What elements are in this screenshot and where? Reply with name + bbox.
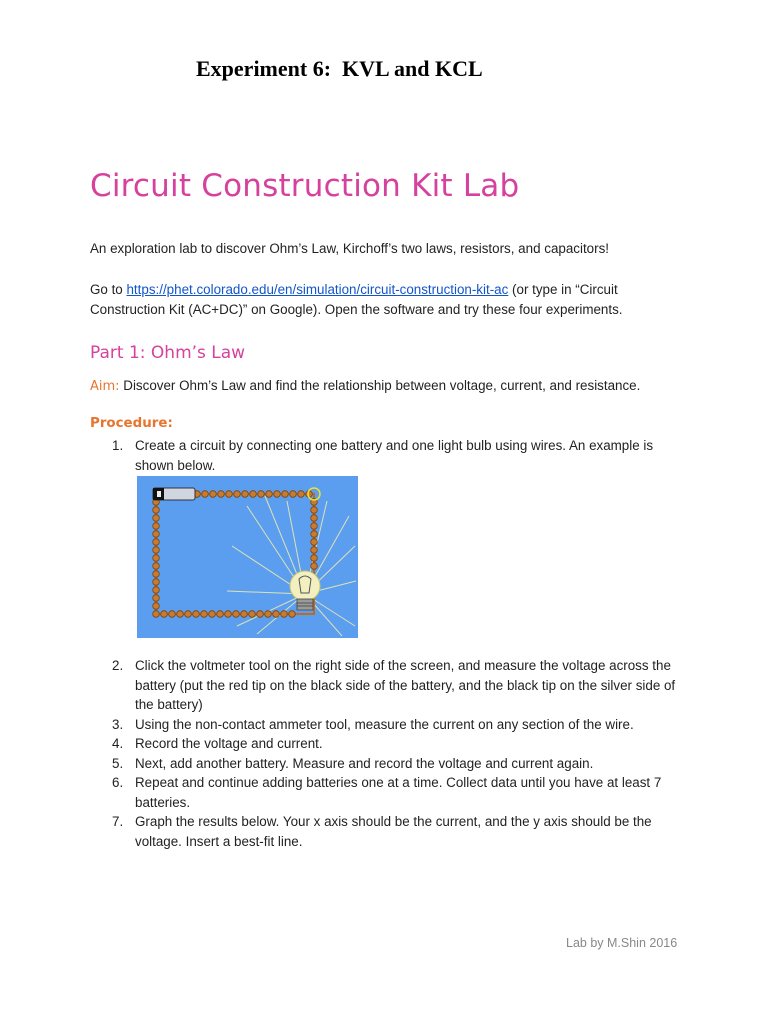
goto-suffix: (or type in “Circuit Construction Kit (AC+DC)” on Google). Open the software and try these four experiments. [90, 282, 623, 317]
battery-icon [153, 488, 195, 500]
step-text: Using the non-contact ammeter tool, measure the current on any section of the wire. [135, 716, 634, 732]
step-text: Create a circuit by connecting one battery and one light bulb using wires. An example is shown below. [135, 438, 654, 473]
step-text: Record the voltage and current. [135, 736, 323, 751]
aim-text: Discover Ohm’s Law and find the relationship between voltage, current, and resistance. [119, 378, 641, 393]
step-item [90, 754, 690, 774]
step-text: Graph the results below. Your x axis should be the current, and the y axis should be the voltage. Insert a best-fit line. [135, 814, 652, 849]
step-number: 1. [112, 438, 124, 453]
step-item [90, 715, 690, 735]
step-item [90, 812, 690, 851]
goto-prefix: Go to [90, 282, 127, 297]
step-text: Next, add another battery. Measure and record the voltage and current again. [135, 755, 594, 771]
step-text: Repeat and continue adding batteries one at a time. Collect data until you have at least 7 batteries. [135, 775, 662, 810]
step-item [90, 734, 690, 754]
footer-credit: Lab by M.Shin 2016 [566, 936, 678, 950]
goto-paragraph [90, 280, 690, 320]
step-number: 6. [112, 775, 124, 790]
step-number: 3. [112, 716, 124, 732]
step-item [90, 436, 690, 475]
step-item [90, 656, 690, 715]
part1-heading: Part 1: Ohm’s Law [90, 343, 246, 363]
phet-link[interactable]: https://phet.colorado.edu/en/simulation/circuit-construction-kit-ac [126, 282, 509, 297]
step-text: Click the voltmeter tool on the right side of the screen, and measure the voltage across the battery (put the red tip on the black side of the battery, and the black tip on the silver side of the battery) [135, 658, 676, 712]
step-item [90, 773, 690, 812]
intro-paragraph: An exploration lab to discover Ohm’s Law, Kirchoff’s two laws, resistors, and capacitors! [90, 241, 609, 256]
lab-title: Circuit Construction Kit Lab [90, 168, 520, 204]
experiment-title: Experiment 6: KVL and KCL [196, 56, 483, 81]
step-number: 4. [112, 736, 124, 751]
step-number: 5. [112, 755, 124, 771]
aim-label: Aim: [90, 379, 120, 394]
procedure-label: Procedure: [90, 416, 173, 431]
step-number: 2. [112, 658, 124, 673]
circuit-example-image [137, 476, 358, 638]
step-number: 7. [112, 814, 124, 829]
aim-line [90, 376, 690, 397]
